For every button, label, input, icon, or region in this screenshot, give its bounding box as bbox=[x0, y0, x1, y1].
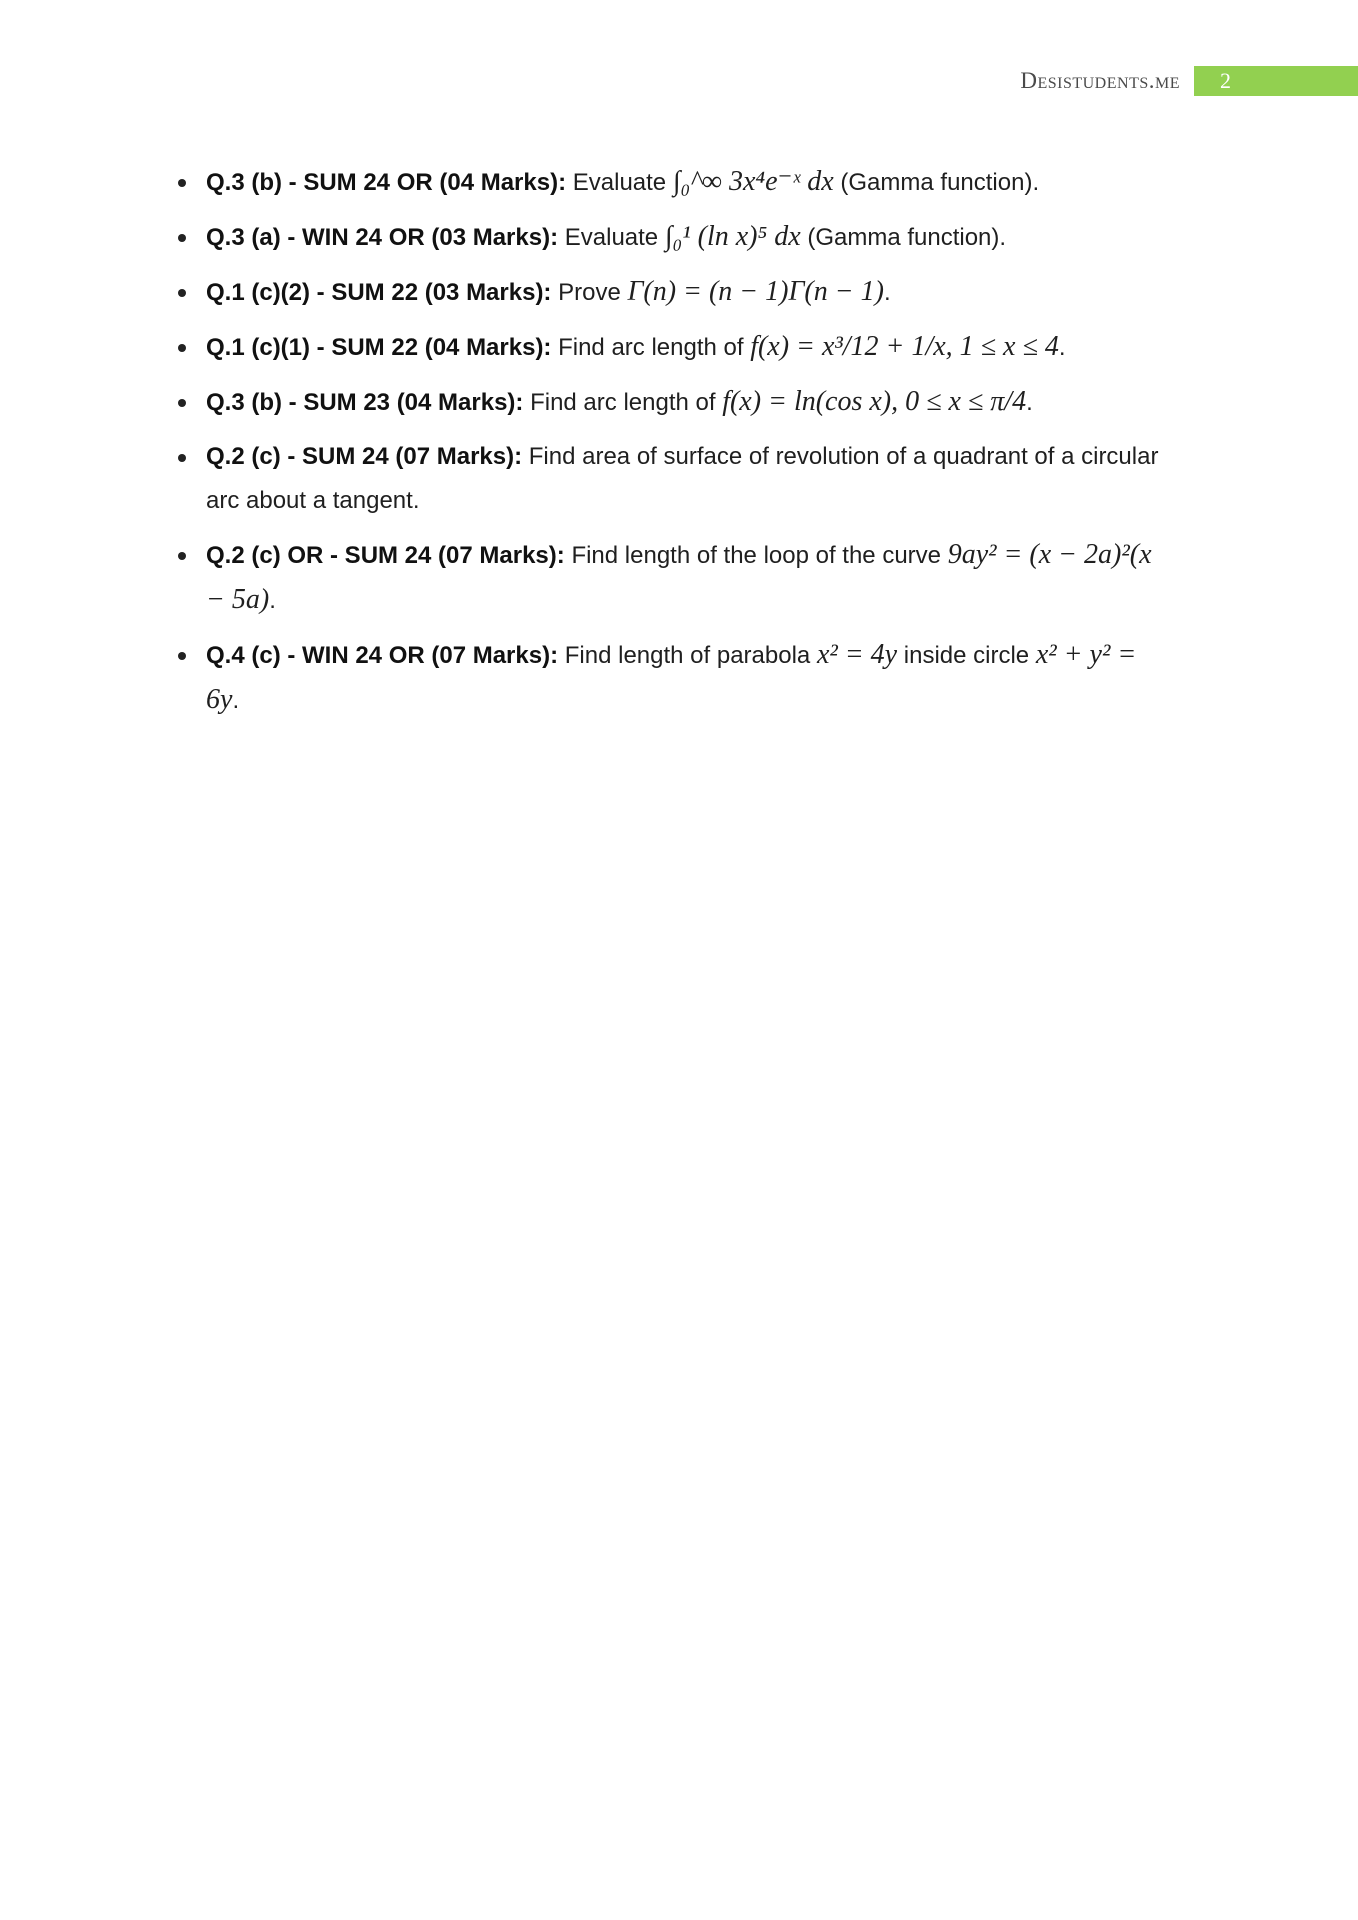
question-label: Q.4 (c) - WIN 24 OR (07 Marks): bbox=[206, 642, 559, 669]
list-item bbox=[172, 633, 1172, 723]
math-expression: f(x) = ln(cos x), 0 ≤ x ≤ π/4 bbox=[722, 386, 1027, 417]
list-item bbox=[172, 533, 1172, 623]
question-label: Q.3 (b) - SUM 24 OR (04 Marks): bbox=[206, 169, 567, 196]
page-header bbox=[1020, 66, 1358, 96]
question-label: Q.2 (c) - SUM 24 (07 Marks): bbox=[206, 443, 523, 470]
question-text: Evaluate bbox=[572, 169, 667, 196]
question-text: Find area of surface of revolution of a quadrant of a circular arc about a tangent. bbox=[206, 443, 1159, 514]
question-label: Q.1 (c)(1) - SUM 22 (04 Marks): bbox=[206, 334, 552, 361]
question-text-after: (Gamma function). bbox=[840, 169, 1040, 196]
list-item bbox=[172, 270, 1172, 315]
page-number-badge: 2 bbox=[1194, 66, 1358, 96]
list-item bbox=[172, 160, 1172, 205]
question-text-after: . bbox=[269, 587, 276, 614]
math-expression: 9ay² = (x − 2a)²(x − 5a) bbox=[206, 539, 1152, 615]
question-text-after: inside circle bbox=[903, 642, 1030, 669]
math-expression: ∫₀¹ (ln x)⁵ dx bbox=[664, 221, 801, 252]
question-text-after: . bbox=[1026, 389, 1033, 416]
question-list bbox=[172, 160, 1172, 733]
math-expression: x² = 4y bbox=[816, 639, 898, 670]
site-name: Desistudents.me bbox=[1020, 68, 1180, 93]
list-item bbox=[172, 215, 1172, 260]
list-item bbox=[172, 435, 1172, 523]
math-expression-2: x² + y² = 6y bbox=[206, 639, 1137, 715]
math-expression: Γ(n) = (n − 1)Γ(n − 1) bbox=[627, 276, 884, 307]
question-text-after: . bbox=[883, 279, 891, 306]
question-text: Find arc length of bbox=[558, 334, 744, 361]
question-text-after: . bbox=[1058, 334, 1066, 361]
question-text-after: (Gamma function). bbox=[807, 224, 1007, 251]
question-text: Evaluate bbox=[564, 224, 659, 251]
question-text: Find length of the loop of the curve bbox=[571, 542, 942, 569]
question-text-end: . bbox=[232, 687, 240, 714]
question-label: Q.3 (a) - WIN 24 OR (03 Marks): bbox=[206, 224, 559, 251]
question-label: Q.1 (c)(2) - SUM 22 (03 Marks): bbox=[206, 279, 552, 306]
question-text: Find arc length of bbox=[530, 389, 716, 416]
math-expression: ∫₀^∞ 3x⁴e⁻ˣ dx bbox=[672, 166, 834, 197]
question-text: Find length of parabola bbox=[564, 642, 811, 669]
question-label: Q.3 (b) - SUM 23 (04 Marks): bbox=[206, 389, 524, 416]
list-item bbox=[172, 380, 1172, 425]
question-text: Prove bbox=[558, 279, 621, 306]
math-expression: f(x) = x³/12 + 1/x, 1 ≤ x ≤ 4 bbox=[750, 331, 1059, 362]
question-label: Q.2 (c) OR - SUM 24 (07 Marks): bbox=[206, 542, 565, 569]
list-item bbox=[172, 325, 1172, 370]
